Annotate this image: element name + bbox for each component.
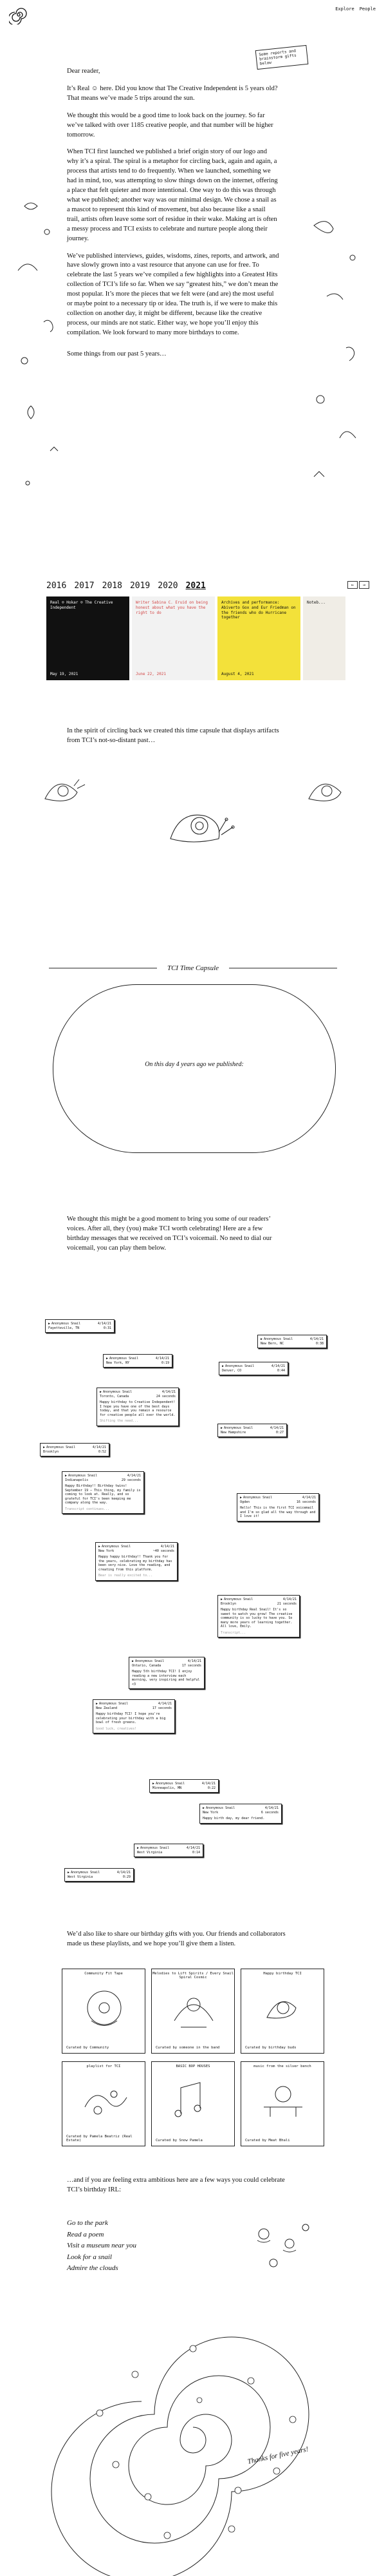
call-duration: 0:19	[161, 1360, 169, 1365]
caller: Anonymous Snail	[46, 1445, 76, 1449]
voicemail-card[interactable]	[149, 1779, 219, 1793]
call-duration: 0:38	[315, 1341, 324, 1346]
caller-location: West Virginia	[68, 1875, 93, 1879]
snail-spiral-illustration-icon	[39, 2304, 347, 2576]
playlist-grid	[62, 1969, 324, 2146]
tab-year-2016[interactable]: 2016	[46, 581, 67, 591]
playlist-title: Melodies to Lift Spirits / Every Snail Spiral Cosmic	[152, 1972, 234, 1980]
transcript: Hello! This is the first TCI voicemail and I'm so glad all the way through and I love it!	[240, 1506, 316, 1518]
playlist-card[interactable]	[151, 1969, 235, 2054]
voicemail-card[interactable]	[96, 1388, 179, 1426]
play-icon[interactable]: ▶	[240, 1496, 243, 1500]
caller: Anonymous Snail	[156, 1782, 185, 1786]
nav-explore-link[interactable]: Explore	[335, 6, 354, 12]
time-capsule[interactable]	[53, 984, 336, 1153]
caller-location: Brooklyn	[43, 1449, 59, 1454]
idea-item: Visit a museum near you	[67, 2242, 136, 2250]
playlist-credit: Curated by Pamela Beatriz (Real Estate)	[66, 2135, 133, 2142]
caller-location: New York, NY	[106, 1360, 130, 1365]
carousel-next-button[interactable]: →	[359, 581, 369, 589]
caller: Anonymous Snail	[68, 1474, 98, 1478]
playlist-credit: Curated by Community	[66, 2046, 109, 2050]
play-icon[interactable]: ▶	[43, 1445, 46, 1449]
voicemail-card[interactable]	[64, 1868, 134, 1882]
tab-year-2019[interactable]: 2019	[129, 581, 151, 591]
caller-location: Ogden	[240, 1500, 250, 1504]
highlight-card-date: May 19, 2021	[50, 672, 78, 676]
call-duration: 17 seconds	[152, 1706, 172, 1710]
call-duration: 24 seconds	[156, 1394, 176, 1398]
letter-paragraph: When TCI first launched we published a brief origin story of our logo and why it’s a spiral. The spiral is a metaphor for circling back, again and again, a process that artists tend to do frequently. When we launched, something we had in mind, too, was attempting to slow things down on the internet, offering a place that felt quieter and more intentional. One way to do this was through what we published; another way was our minimal design. We chose a snail as a mascot to represent this kind of movement, but also because like a snail trail, artists often leave some sort of residue in their wake. Making art is often a messy process and TCI exists to celebrate and nurture people along their journey.	[67, 148, 278, 242]
caller: Anonymous Snail	[264, 1337, 293, 1341]
caller-location: Denver, CO	[222, 1368, 242, 1373]
transcript: Happy birthday to Creative Independent! I hope you have one of the best days today, and that you remain a resource for creative people all over the world.	[100, 1400, 176, 1417]
highlight-card-title: Writer Sabina C. Eruid on being honest about what you have the right to do	[136, 600, 208, 615]
call-duration: 0:14	[192, 1850, 200, 1855]
letter-paragraph: We’ve published interviews, guides, wisdoms, zines, reports, and artwork, and have slowly grown into a vast resource that anyone can use for free. To celebrate the last 5 years we’ve compiled a few highlights into a Greatest Hits collection of TCI’s life so far. When we say “greatest hits,” we don’t mean the most popular. It’s more the pieces that we felt were (and are) the most useful or maybe point to a necessary tip or idea. The truth is, if we were to make this collection on another day, it might be different, because like the creative process, our minds are not static. Either way, we hope you’ll enjoy this compilation. We look forward to many more birthdays to come.	[67, 252, 279, 336]
play-icon[interactable]: ▶	[48, 1322, 51, 1326]
transcript: Happy birth day, my dear friend.	[203, 1817, 265, 1820]
playlist-art-icon	[168, 1982, 219, 2034]
playlist-card[interactable]	[62, 2061, 145, 2146]
voicemail-card[interactable]	[134, 1844, 203, 1857]
highlight-card[interactable]	[132, 596, 215, 680]
playlist-credit: Curated by Snow Pamela	[156, 2139, 203, 2142]
caller-location: Brooklyn	[221, 1601, 237, 1606]
ideas-intro: …and if you are feeling extra ambitious here are a few ways you could celebrate TCI’s birthday IRL:	[67, 2177, 285, 2193]
playlist-art-icon	[168, 2075, 219, 2126]
transcript-more: Transcript...	[221, 1630, 246, 1635]
call-date: 4/14/21	[282, 1598, 297, 1601]
year-tabs	[46, 581, 206, 591]
caller: Anonymous Snail	[71, 1871, 100, 1875]
call-date: 4/14/21	[116, 1871, 131, 1875]
highlight-card-title: Real ☺︎ Hokar ☺︎ The Creative Independent	[50, 600, 113, 610]
caller: Anonymous Snail	[135, 1659, 165, 1663]
playlist-title: Community Fit Tape	[84, 1972, 123, 1976]
playlist-art-icon	[257, 1982, 309, 2034]
call-duration: 17 seconds	[181, 1663, 201, 1668]
voicemail-card[interactable]	[237, 1493, 319, 1522]
call-duration: 0:44	[277, 1368, 285, 1373]
call-duration: 6 seconds	[261, 1810, 279, 1815]
playlist-credit: Curated by Meat Bhali	[245, 2139, 290, 2142]
caller-location: Ontario, Canada	[132, 1663, 161, 1668]
call-duration: 0:29	[122, 1875, 131, 1879]
caller: Anonymous Snail	[225, 1364, 255, 1368]
caller-location: New Zealand	[96, 1706, 118, 1710]
caller: Anonymous Snail	[140, 1846, 170, 1850]
playlist-art-icon	[78, 1982, 130, 2034]
call-date: 4/14/21	[155, 1357, 169, 1360]
play-icon[interactable]: ▶	[65, 1474, 68, 1478]
carousel-prev-button[interactable]: ←	[347, 581, 358, 589]
call-date: 4/14/21	[92, 1445, 106, 1449]
call-date: 4/14/21	[158, 1702, 172, 1706]
voicemail-card[interactable]	[40, 1443, 109, 1456]
top-nav	[335, 6, 376, 12]
highlight-card-date: August 4, 2021	[221, 672, 254, 676]
transcript-more: Shifting the need...	[100, 1419, 139, 1423]
caller: Anonymous Snail	[103, 1390, 133, 1394]
call-duration: 0:22	[207, 1786, 216, 1790]
highlight-card[interactable]	[217, 596, 300, 680]
voicemail-card[interactable]	[257, 1335, 327, 1348]
playlist-card[interactable]	[241, 1969, 324, 2054]
caller: Anonymous Snail	[51, 1322, 81, 1326]
carousel-arrows	[347, 581, 369, 589]
caller: Anonymous Snail	[206, 1806, 235, 1810]
idea-item: Go to the park	[67, 2219, 108, 2227]
playlist-card[interactable]	[241, 2061, 324, 2146]
caller-location: New Bern, NC	[261, 1341, 284, 1346]
transcript-more: Bear is really excited to...	[98, 1574, 153, 1578]
playlist-credit: Curated by birthday buds	[245, 2046, 297, 2050]
snail-doodles-left-icon	[12, 193, 69, 496]
caller-location: West Virginia	[137, 1850, 163, 1855]
idea-item: Admire the clouds	[67, 2264, 118, 2273]
call-date: 4/14/21	[302, 1496, 316, 1500]
play-icon[interactable]: ▶	[152, 1782, 155, 1786]
call-duration: 16 seconds	[296, 1500, 316, 1504]
snail-illustration-icon	[161, 794, 238, 852]
highlight-cards	[46, 596, 345, 680]
caller-location: Minneapolis, MN	[152, 1786, 182, 1790]
voicemail-card[interactable]	[129, 1657, 205, 1689]
call-date: 4/14/21	[270, 1426, 284, 1430]
voicemail-card[interactable]	[103, 1354, 172, 1368]
play-icon[interactable]: ▶	[221, 1426, 223, 1430]
playlist-card[interactable]	[151, 2061, 235, 2146]
transcript-more: Good luck, creatives!	[96, 1726, 137, 1731]
call-duration: ~40 seconds	[152, 1549, 174, 1553]
caller: Anonymous Snail	[109, 1357, 139, 1360]
stamp-note: Some reports and brainstorm gifts below	[255, 45, 309, 70]
caller-location: Toronto, Canada	[100, 1394, 129, 1398]
transcript: Happy Birthday!! Birthday twins! September 19 — This thing, my family is coming to look at. Really, and so grateful for TCI's been keeping me company along the way.	[65, 1484, 141, 1505]
playlist-title: BASIC BOP HOUSES	[176, 2065, 210, 2068]
letter-greeting: Dear reader,	[67, 68, 100, 75]
tab-year-2021[interactable]: 2021	[185, 581, 206, 591]
tab-year-2017[interactable]: 2017	[74, 581, 95, 591]
caller: Anonymous Snail	[243, 1496, 273, 1500]
voicemail-card[interactable]	[217, 1424, 287, 1437]
capsule-title: TCI Time Capsule	[167, 964, 219, 972]
caller: Anonymous Snail	[224, 1426, 253, 1430]
highlight-card-title: Archives and performance: Abiverto Gox and Eur Friedman on the friends who do Hurricane together	[221, 600, 296, 620]
voicemail-card[interactable]	[217, 1595, 300, 1637]
playlist-credit: Curated by someone in the band	[156, 2046, 220, 2050]
voicemail-card[interactable]	[62, 1471, 144, 1514]
call-duration: 0:52	[98, 1449, 106, 1454]
play-icon[interactable]: ▶	[96, 1702, 98, 1706]
tab-year-2018[interactable]: 2018	[102, 581, 122, 591]
snail-cluster-icon	[244, 2215, 322, 2279]
tci-spiral-logo-icon[interactable]	[9, 5, 28, 24]
transcript: Happy 5th birthday TCI! I enjoy reading a new interview each morning, very inspiring and helpful <3	[132, 1670, 200, 1686]
caller-location: New Hampshire	[221, 1430, 246, 1435]
play-icon[interactable]: ▶	[221, 1598, 223, 1601]
call-date: 4/14/21	[264, 1806, 279, 1810]
play-icon[interactable]: ▶	[137, 1846, 140, 1850]
highlight-card[interactable]	[303, 596, 345, 680]
playlist-card[interactable]	[62, 1969, 145, 2054]
call-date: 4/14/21	[127, 1474, 141, 1478]
playlist-title: Happy birthday TCI	[263, 1972, 302, 1976]
caller-location: New York	[203, 1810, 219, 1815]
tab-year-2020[interactable]: 2020	[158, 581, 178, 591]
playlist-art-icon	[78, 2075, 130, 2126]
play-icon[interactable]: ▶	[261, 1337, 263, 1341]
call-date: 4/14/21	[271, 1364, 285, 1368]
call-date: 4/14/21	[201, 1782, 216, 1786]
capsule-text: On this day 4 years ago we published:	[145, 1061, 244, 1068]
voicemail-card[interactable]	[199, 1804, 282, 1824]
call-date: 4/14/21	[97, 1322, 111, 1326]
voicemail-card[interactable]	[219, 1362, 288, 1375]
call-duration: 0:27	[275, 1430, 284, 1435]
nav-people-link[interactable]: People	[359, 6, 376, 12]
call-date: 4/14/21	[161, 1390, 176, 1394]
letter-paragraph: It’s Real ☺︎ here. Did you know that The Creative Independent is 5 years old? That means we’ve made 5 trips around the sun.	[67, 84, 278, 102]
highlight-card[interactable]	[46, 596, 129, 680]
caller-location: Indianapolis	[65, 1478, 89, 1482]
play-icon[interactable]: ▶	[222, 1364, 225, 1368]
thanks-message: Thanks for five years!	[246, 2445, 309, 2466]
letter-paragraph: Some things from our past 5 years…	[67, 350, 167, 358]
playlist-title: playlist for TCI	[86, 2065, 121, 2068]
call-date: 4/14/21	[186, 1846, 200, 1850]
playlist-art-icon	[257, 2075, 309, 2126]
play-icon[interactable]: ▶	[68, 1871, 70, 1875]
caller: Anonymous Snail	[224, 1598, 253, 1601]
transcript: Happy birthday Real Snail! It's so sweet to watch you grow! The creative community is so lucky to have you. So many more years of learning together. All love, Emily.	[221, 1608, 293, 1628]
transcript: Happy birthday TCI! I hope you're celebrating your birthday with a big bowl of fresh greens.	[96, 1712, 166, 1724]
snail-sketch-icon	[302, 767, 354, 812]
call-date: 4/14/21	[309, 1337, 324, 1341]
transcript-more: Transcript continues...	[65, 1507, 110, 1511]
caller: Anonymous Snail	[99, 1702, 129, 1706]
voicemail-card[interactable]	[45, 1319, 115, 1333]
letter-paragraph: We thought this would be a good time to look back on the journey. So far we’ve talked with over 1185 creative people, and that number will be higher tomorrow.	[67, 111, 273, 138]
transcript: Happy happy birthday!! Thank you for the years, celebrating my birthday has been very nice. Love the reading, and creating from this platform.	[98, 1555, 172, 1572]
call-date: 4/14/21	[160, 1545, 174, 1549]
playlists-intro: We’d also like to share our birthday gifts with you. Our friends and collaborators made us these playlists, and we hope you’ll give them a listen.	[67, 1931, 286, 1947]
ideas-list	[67, 2218, 136, 2275]
highlight-card-title: Noteb...	[307, 600, 326, 605]
play-icon[interactable]: ▶	[203, 1806, 205, 1810]
caller-location: New York	[98, 1549, 115, 1553]
idea-item: Read a poem	[67, 2230, 104, 2238]
call-duration: 0:31	[103, 1326, 111, 1330]
playlist-title: music from the silver bench	[253, 2065, 311, 2068]
snail-sketch-icon	[39, 767, 90, 812]
caller: Anonymous Snail	[102, 1545, 131, 1549]
call-date: 4/14/21	[187, 1659, 201, 1663]
play-icon[interactable]: ▶	[132, 1659, 134, 1663]
snail-doodles-right-icon	[301, 206, 372, 502]
call-duration: 29 seconds	[121, 1478, 141, 1482]
capsule-intro: In the spirit of circling back we created this time capsule that displays artifacts from TCI’s not-so-distant past…	[67, 727, 279, 744]
voicemail-card[interactable]	[95, 1542, 178, 1581]
caller-location: Fayetteville, TN	[48, 1326, 80, 1330]
call-duration: 21 seconds	[277, 1601, 297, 1606]
play-icon[interactable]: ▶	[106, 1357, 109, 1360]
voicemail-card[interactable]	[93, 1699, 175, 1733]
idea-item: Look for a snail	[67, 2253, 112, 2261]
play-icon[interactable]: ▶	[98, 1545, 101, 1549]
play-icon[interactable]: ▶	[100, 1390, 102, 1394]
voicemail-intro: We thought this might be a good moment to bring you some of our readers’ voices. After all, they (you) make TCI worth celebrating! Here are a few birthday messages that we received on TCI’s voicemail. No need to dial our voicemail, you can play them below.	[67, 1216, 272, 1252]
intro-letter	[67, 67, 279, 367]
highlight-card-date: June 22, 2021	[136, 672, 166, 676]
